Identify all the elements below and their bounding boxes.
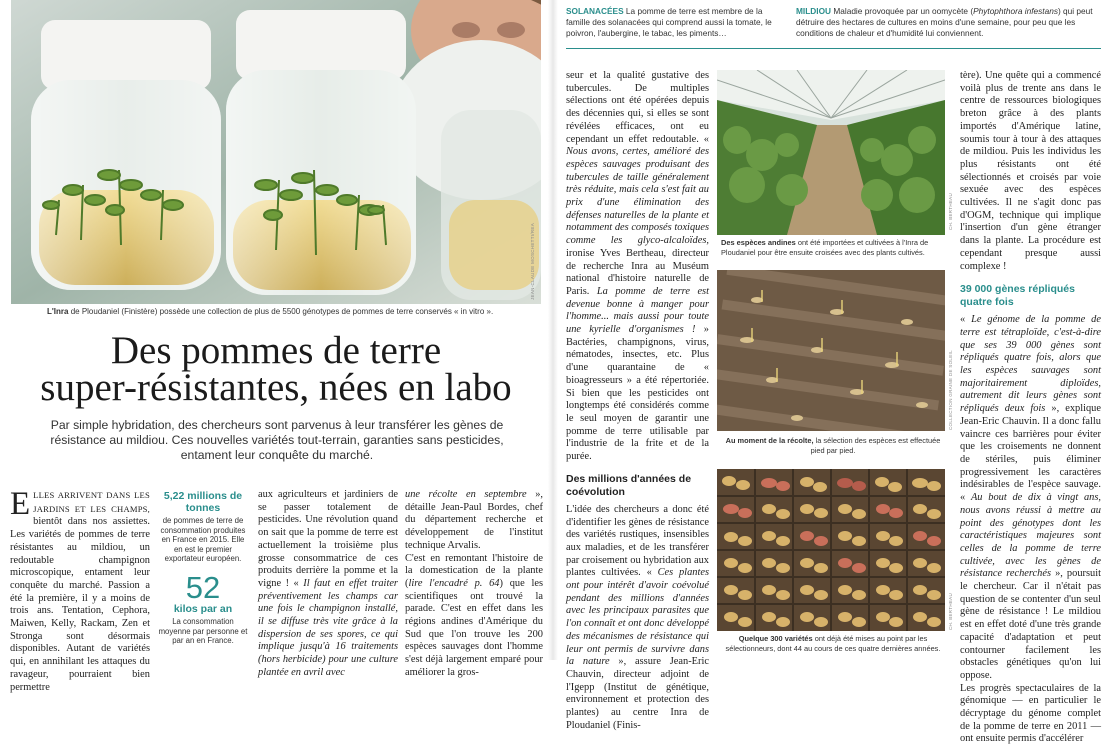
stats-sidebar [158,490,248,646]
article-column-2 [258,489,398,680]
glossary-solanacees-def: La pomme de terre est membre de la famille des solanacées qui comprend aussi la tomate, le poivron, l'aubergine, le tabac, les piments… [566,6,772,38]
article-c6-text4: Les progrès spectaculaires de la génomique — en particulier le décryptage du génome complet de la pomme de terre en 2011 — ont ensuite permis d'accélérer [960,682,1101,745]
potato-caption [721,634,945,654]
article-c3-ref: lire l'encadré p. 64 [408,577,500,589]
article-c4-text2: ironise Yves Bertheau, directeur de recherche Inra au Muséum national d'histoire naturelle de Paris. [566,247,709,297]
potato-caption-lead: Quelque 300 variétés [738,634,813,643]
stat-production-value: 5,22 millions de tonnes [163,490,243,514]
lab-caption-lead: L'Inra [47,307,69,316]
potato-caption-text: ont déjà été mises au point par les sélectionneurs, dont 44 au cours de ces quatre dernières années. [725,634,941,653]
field-illustration [717,270,945,431]
field-photo [717,270,945,431]
lab-photo-credit: JEAN-CLAUDE MOSCHETTI/REA [530,222,535,300]
article-c4-quote: Nous avons, certes, amélioré des espèces sauvages produisant des tubercules de taille généralement très réduite, mais cela s'est fait au prix d'une élimination des défenses naturelles de la plante et notamment des composés toxiques comme les glyco-alcaloïdes, [566,146,709,247]
article-column-6: tère). Une quête qui a commencé voilà plus de trente ans dans le centre de ressources biologiques breton grâce à des plants importés d'Amérique latine, soumis tour à tour à des attaques de mildiou. Puis les individus les plus résistants ont été sélectionnés et croisés par voie sexuée avec des espèces cultivées. Il ne s'agit donc pas d'OGM, technique qui implique l'insertion d'un gène étranger dans la plante. La procédure est cependant presque aussi complexe ! 39 000 gènes répliqués quatre fois « Le génome de la pomme de terre est tétraploïde, c'est-à-dire que ses 39 000 gènes sont répliqués quatre fois, alors que les espèces sauvages sont majoritairement diploïdes, autrement dit leurs gènes sont répliqués deux fois », explique Jean-Eric Chauvin. Il a donc fallu vaincre ces barrières pour éviter que les croisements ne donnent de stériles, puis éliminer progressivement les caractères indésirables de l'espèce sauvage. « Au bout de dix à vingt ans, nous avons réussi à mettre au point des génotypes dont les caractéristiques majeures sont celles de la pomme de terre cultivée, avec les gènes de résistance recherchés », poursuit le chercheur. Car il n'était pas question de se contenter d'un seul gène de résistance ! Le mildiou est en effet doté d'une très grande capacité d'adaptation et peut contourner facilement les obstacles génétiques qu'on lui oppose. Les progrès spectaculaires de la génomique — en particulier le décryptage du génome complet de la pomme de terre en 2011 — ont ensuite permis d'accélérer [960,70,1101,745]
headline-line-2: super-résistantes, nées en labo [40,366,512,409]
page-gutter [548,0,558,660]
lab-photo-illustration [11,0,541,304]
potato-photo-credit: CH. BERTHEAU [948,592,953,630]
drop-cap: E [10,486,31,522]
article-c4-text4: L'idée des chercheurs a donc été d'identifier les gènes de résistance des variétés rustiques, insensibles aux maladies, et de les transférer par croisement ou hybridation aux plantes cultivées. « [566,503,709,579]
article-c4-text3: » Bactéries, champignons, virus, nématodes, insectes, etc. Plus d'une quarantaine de « bioagresseurs » a été répertoriée. Si bien que les pesticides ont longtemps été considérés comme le seul moyen de garantir une pomme de terre utilisable par l'industrie de la frite et de la purée. [566,324,710,463]
article-column-1 [10,486,150,694]
article-c4-quote2: La pomme de terre est devenue bonne à manger pour l'homme... mais aussi pour toute une kyrielle d'organismes ! [566,285,709,336]
glossary-solanacees-term: SOLANACÉES [566,6,624,16]
headline-dek: Par simple hybridation, des chercheurs sont parvenus à leur transférer les gènes de résistance au mildiou. Ces nouvelles variétés tout-terrain, garanties sans pesticides, entament leur conquête du marché. [50,418,504,462]
stat-consumption-value: 52 [185,569,221,605]
glossary-mildiou-term: MILDIOU [796,6,832,16]
article-c6-text3: », poursuit le chercheur. Car il n'était pas question de se contenter d'un seul gène de résistance ! Le mildiou est en effet doté d'une très grande capacité d'adaptation et peut contourner facilement les obstacles génétiques qu'on lui oppose. [960,568,1101,681]
glossary-mildiou-species: Phytophthora infestans [973,6,1058,16]
potato-varieties-illustration [717,469,945,631]
greenhouse-caption [721,238,945,258]
greenhouse-caption-lead: Des espèces andines [721,238,796,247]
article-c4-text: seur et la qualité gustative des tubercules. De multiples sélections ont été opérées depuis des décennies qui, si elles se sont révélées efficaces, ont eu cependant un effet redoutable. « [566,70,709,145]
article-c6-quote2: Au bout de dix à vingt ans, nous avons réussi à mettre au point des génotypes dont les caractéristiques majeures sont celles de la pomme de terre cultivée, avec les gènes de résistance recherchés [960,492,1101,580]
stat-consumption-unit: kilos par an [173,602,233,615]
lab-photo-caption [47,306,542,317]
article-c2-quote: Il faut en effet traiter préventivement les champs car une fois le champignon installé, il se diffuse très vite grâce à la dispersion de ses spores, ce qui implique jusqu'à 16 traitements (hors herbicide) pour une culture plantée en avril avec [258,577,398,678]
field-photo-credit: COLLECTION GRAINE DE SOLEIL [948,350,953,430]
article-column-3 [405,489,543,680]
greenhouse-caption-text: ont été importées et cultivées à l'Inra de Ploudaniel pour être ensuite croisées avec des plants cultivés. [721,238,929,257]
stat-consumption-text: La consommation moyenne par personne et par an en France. [158,616,248,646]
glossary-mildiou-def-a: Maladie provoquée par un oomycète ( [831,6,974,16]
glossary-mildiou [796,6,1096,39]
article-c4-text5: », assure Jean-Eric Chauvin, directeur adjoint de l'Igepp (Institut de génétique, environnement et protection des plantes) au centre Inra de Ploudaniel (Finis- [566,656,709,731]
article-c4-quote3: Ces plantes ont pour intérêt d'avoir coévolué pendant des millions d'années avec les principaux parasites que l'on connaît et ont donc développé des mécanismes de résistance qui leur ont permis de survivre dans la nature [566,567,710,668]
article-c2-text: aux agriculteurs et jardiniers de se passer totalement de pesticides. Une révolution quand on sait que la pomme de terre est actuellement la troisième plus grosse consommatrice de ces produits derrière la pomme et la vigne ! « [258,489,398,589]
article-c3-text: », détaille Jean-Paul Bordes, chef du département recherche et développement de l'institut technique Arvalis. [405,489,543,551]
field-caption [721,436,945,456]
stat-production-text: de pommes de terre de consommation produites en France en 2015. Elle en est le premier exportateur européen. [160,516,246,564]
article-c1-text: bientôt dans nos assiettes. Les variétés de pommes de terre résistantes au mildiou, un redoutable champignon microscopique, entament leur conquête du marché. Passion a été la première, il y a moins de trois ans. Tentation, Cephora, Maiwen, Kelly, Rackam, Zen et Stronga sont désormais disponibles. Autant de variétés qui, en annihilant les attaques du ravageur, pourraient bien permettre [10,516,150,693]
glossary-rule [566,48,1101,49]
article-c6-text: tère). Une quête qui a commencé voilà plus de trente ans dans le centre de ressources biologiques breton grâce à des plants importés d'Amérique latine, soumis tour à tour à des attaques de mildiou. Puis les individus les plus résistants ont été sélectionnés et croisés par voie sexuée avec des espèces cultivées. Il ne s'agit donc pas d'OGM, technique qui implique l'insertion d'un gène étranger dans la plante. La procédure est cependant presque aussi complexe ! [960,70,1101,272]
article-column-4 [566,70,709,732]
greenhouse-photo-credit: CH. BERTHEAU [948,192,953,230]
field-caption-text: la sélection des espèces est effectuée pied par pied. [810,436,941,455]
glossary-mildiou-def-b: ) qui peut détruire des hectares de cultures en moins d'une semaine, pour peu que les conditions de chaleur et d'humidité lui conviennent. [796,6,1093,38]
potato-varieties-photo [717,469,945,631]
section-heading-coevolution: Des millions d'années de coévolution [566,472,692,498]
lab-caption-text: de Ploudaniel (Finistère) possède une collection de plus de 5500 génotypes de pommes de terre conservés « in vitro ». [68,307,494,316]
article-lead: LLES ARRIVENT DANS LES JARDINS ET LES CHAMPS, [33,490,150,514]
greenhouse-photo [717,70,945,235]
lab-photo [11,0,541,304]
section-heading-genes: 39 000 gènes répliqués quatre fois [960,283,1075,309]
greenhouse-illustration [717,70,945,235]
field-caption-lead: Au moment de la récolte, [725,436,814,445]
headline [11,329,541,409]
article-c6-quote: Le génome de la pomme de terre est tétraploïde, c'est-à-dire que ses 39 000 gènes sont répliqués quatre fois, alors que les espèces sauvages sont majoritairement diploïdes, autrement dit leurs gènes sont répliqués deux fois [960,314,1101,415]
article-c3-quote: une récolte en septembre [405,489,527,500]
headline-line-1: Des pommes de terre [110,329,442,372]
glossary-solanacees [566,6,786,39]
article-c6-text2: », explique Jean-Eric Chauvin. Il a donc fallu vaincre ces barrières pour éviter que les croisements ne donnent de stériles, puis éliminer progressivement les caractères indésirables de l'espèce sauvage. « [960,403,1101,504]
article-c3-text3: ) que les scientifiques ont trouvé la parade. C'est en effet dans les régions andines d'Amérique du Sud que l'on trouve les 200 espèces sauvages dont l'homme s'est déjà largement emparé pour améliorer la gros- [405,577,543,678]
article-c3-text2: C'est en remontant l'histoire de la domestication de la plante ( [405,552,543,589]
